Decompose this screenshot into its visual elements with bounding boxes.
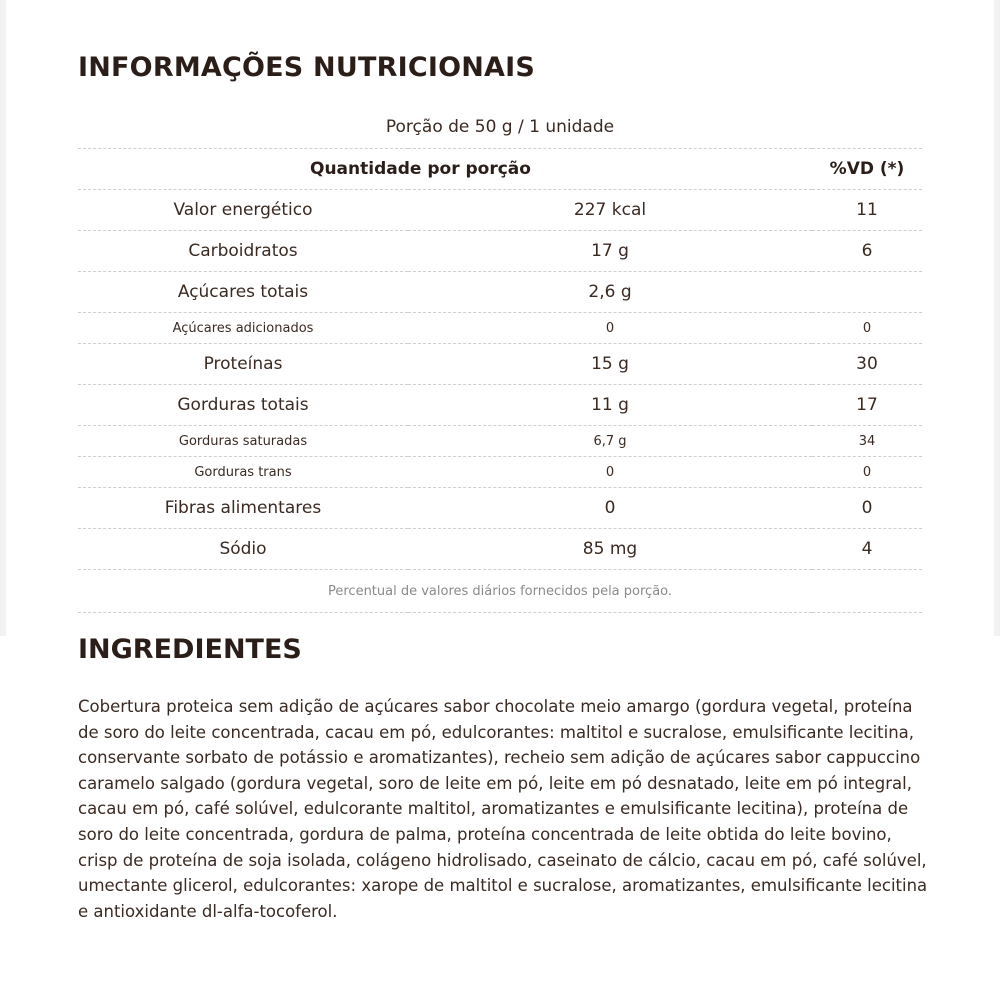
nutrient-amount: 15 g (591, 354, 629, 374)
nutrient-name: Gorduras totais (177, 395, 309, 415)
nutrition-header-row (78, 149, 922, 190)
header-vd: %VD (*) (829, 159, 905, 179)
ingredients-text: Cobertura proteica sem adição de açúcares sabor chocolate meio amargo (gordura vegetal, proteína de soro do leite concentrada, cacau em pó, edulcorantes: maltitol e sucralose, emulsificante lecitina, conservante sorbato de potássio e aromatizantes), recheio sem adição de açúcares sabor cappuccino caramelo salgado (gordura vegetal, soro de leite em pó, leite em pó desnatado, leite em pó integral, cacau em pó, café solúvel, edulcorante maltitol, aromatizantes e emulsificante lecitina), proteína de soro do leite concentrada, gordura de palma, proteína concentrada de leite obtida do leite bovino, crisp de proteína de soja isolada, colágeno hidrolisado, caseinato de cálcio, cacau em pó, café solúvel, umectante glicerol, edulcorantes: xarope de maltitol e sucralose, aromatizantes, emulsificante lecitina e antioxidante dl-alfa-tocoferol. (78, 697, 928, 921)
nutrition-title: INFORMAÇÕES NUTRICIONAIS (78, 52, 536, 83)
nutrition-row (78, 272, 922, 313)
nutrition-row (78, 529, 922, 570)
nutrition-table (78, 148, 922, 613)
nutrition-row (78, 313, 922, 344)
nutrient-name: Proteínas (203, 354, 283, 374)
nutrition-row (78, 457, 922, 488)
nutrition-footnote-row (78, 570, 922, 613)
nutrition-row (78, 426, 922, 457)
nutrient-amount: 227 kcal (573, 200, 647, 220)
nutrient-vd: 17 (856, 395, 878, 415)
ingredients-title: INGREDIENTES (78, 634, 302, 665)
nutrition-row (78, 344, 922, 385)
nutrition-row (78, 190, 922, 231)
nutrient-name: Gorduras saturadas (178, 433, 308, 449)
nutrient-amount: 2,6 g (588, 282, 632, 302)
nutrient-amount: 0 (605, 464, 615, 480)
nutrient-vd: 6 (861, 241, 873, 261)
nutrient-vd: 0 (862, 320, 872, 336)
nutrient-name: Valor energético (173, 200, 313, 220)
nutrient-amount: 0 (605, 320, 615, 336)
nutrient-name: Carboidratos (188, 241, 298, 261)
nutrition-row (78, 385, 922, 426)
nutrition-footnote: Percentual de valores diários fornecidos pela porção. (327, 583, 673, 599)
nutrient-vd (812, 272, 922, 313)
nutrient-vd: 0 (861, 498, 873, 518)
header-quantity-label: Quantidade por porção (310, 159, 531, 179)
nutrient-name: Sódio (219, 539, 267, 559)
nutrient-amount: 11 g (591, 395, 629, 415)
nutrient-amount: 6,7 g (593, 433, 627, 449)
portion-size: Porção de 50 g / 1 unidade (385, 117, 615, 137)
nutrition-row (78, 488, 922, 529)
nutrient-vd: 11 (856, 200, 878, 220)
nutrient-vd: 0 (862, 464, 872, 480)
nutrient-vd: 4 (861, 539, 873, 559)
nutrition-body (78, 190, 922, 613)
nutrient-amount: 0 (604, 498, 616, 518)
nutrient-amount: 85 mg (582, 539, 638, 559)
nutrient-name: Açúcares totais (177, 282, 309, 302)
nutrient-name: Gorduras trans (194, 464, 292, 480)
header-quantity (310, 149, 812, 190)
nutrient-name: Fibras alimentares (164, 498, 322, 518)
nutrient-vd: 34 (858, 433, 876, 449)
nutrition-row (78, 231, 922, 272)
nutrient-vd: 30 (856, 354, 878, 374)
nutrient-name: Açúcares adicionados (172, 320, 314, 336)
nutrient-amount: 17 g (591, 241, 629, 261)
